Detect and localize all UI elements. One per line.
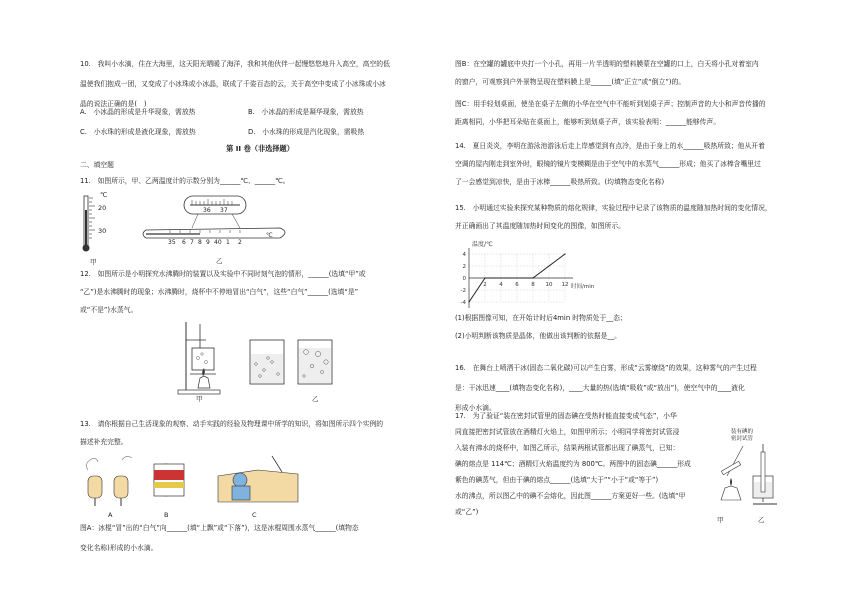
question-10 (80, 58, 440, 110)
chart-x-tick-label: 4 (499, 282, 503, 288)
q12-line: “乙”)是水沸腾时的现象；水沸腾时，烧杯中不停地冒出“白气”，这些“白气”______(选填“是” (80, 288, 359, 296)
chart-y-tick-label: -2 (460, 288, 466, 294)
q13-c-line: 图C：用手轻划桌面，使坐在桌子左侧的小华在空气中不能听到划桌子声；控制声音的大小和声音传播的 (455, 100, 766, 108)
chart-x-tick-label: 10 (545, 282, 553, 288)
q10-option-d: D. 小水珠的形成是汽化现象，需吸热 (248, 128, 365, 136)
q14-line: 14. 夏日炎炎，李明在游泳池游泳后走上岸感觉到有点冷，是由于身上的水______吸热所致；他从开着 (455, 142, 765, 150)
thermometer-yi-scale: 35 (168, 239, 176, 246)
chart-x-tick-label: 6 (515, 282, 519, 288)
thermometer-yi-unit: ℃ (266, 232, 273, 239)
thermometer-yi-scale: 9 (206, 239, 210, 246)
q15-temperature-chart (455, 238, 605, 314)
q13-c-text (455, 98, 780, 128)
q17-fig-caption-line: 装有碘的 (731, 429, 754, 435)
question-14 (455, 140, 780, 188)
chart-series-point (484, 277, 485, 278)
q17-line: 17. 为了验证“装在密封试管里的固态碘在受热时能直接变成气态”，小华 (455, 412, 677, 420)
section-title: 第 II 卷（非选择题） (226, 144, 294, 153)
thermometer-yi-scale: 40 (214, 239, 222, 246)
question-17 (455, 410, 710, 518)
chart-y-axis-label: 温度/℃ (472, 241, 493, 248)
thermometer-yi-scale: 1 (226, 239, 230, 246)
chart-series-point (564, 253, 565, 254)
chart-x-axis-label: 时间/min (571, 284, 595, 290)
thermometer-jia-tick: 30 (98, 227, 107, 235)
question-16 (455, 362, 780, 414)
q13-a-line: 图A：冰棍“冒”出的“白气”向______(填“上飘”或“下落”)，这是冰棍周围水蒸气______(填物态 (80, 524, 359, 532)
q14-line: 了一会感觉到凉快，是由于冰棒______吸热所致。(均填物态变化名称) (455, 178, 665, 186)
question-15 (455, 202, 780, 232)
q16-line: 16. 在舞台上喷洒干冰(固态二氧化碳)可以产生白雾，形成“云雾缭绕”的效果，这种雾气的产生过程 (455, 364, 757, 372)
thermometer-jia-figure (82, 190, 116, 254)
q17-line: 同直接把密封试管放在酒精灯火焰上，如图甲所示；小明同学将密封试管浸 (455, 428, 680, 436)
chart-x-tick-label: 12 (561, 282, 569, 288)
q15-sub-line: (2)小明判断该物质是晶体，他做出该判断的依据是__。 (455, 332, 621, 340)
thermometer-yi-zoom-tick: 37 (220, 207, 228, 214)
q17-line: 水的沸点，所以图乙中的碘不会熔化，因此图______方案更好一些。(选填“甲 (455, 492, 686, 500)
q14-line: 空调的屋内刚走到室外时，眼镜的镜片变模糊是由于空气中的水蒸气______形成；他买了冰棒含嘴里过 (455, 160, 761, 168)
q10-line: 晶的说法正确的是( ) (80, 100, 147, 108)
chart-y-tick-label: -4 (460, 300, 466, 306)
q13-b-line: 图B：在空罐的罐底中央打一个小孔，再用一片半透明的塑料膜蒙在空罐的口上，白天将小孔对着室内 (455, 60, 759, 68)
thermometer-yi-scale: 6 (182, 239, 186, 246)
q13-examples-figure (82, 450, 302, 508)
q12-line: 或“不是”)水蒸气。 (80, 306, 138, 314)
q13-b-line: 的窗户，可观察到户外景物呈现在塑料膜上是______(填“正立”或“倒立”)的。 (455, 78, 686, 86)
q17-line: 入装有沸水的烧杯中，如图乙所示，结果两根试管都出现了碘蒸气，已知： (455, 444, 680, 452)
q10-option-b: B. 小冰晶的形成是凝华现象，需放热 (248, 108, 364, 116)
thermometer-jia-tick: 20 (98, 204, 107, 212)
q17-fig-caption-line: 密封试管 (731, 436, 754, 442)
q17-line: 碘的熔点是 114℃；酒精灯火焰温度约为 800℃。两图中的固态碘______形成 (455, 460, 691, 468)
q15-sub-line: (1)根据图像可知，在开始计时后4min 时物质处于__态； (455, 314, 627, 322)
chart-x-tick-label: 8 (531, 282, 535, 288)
q16-line: 是：干冰迅速____(填物态变化名称)，____大量的热(选填“吸收”或“放出”)，使空气中的____液化 (455, 384, 745, 392)
q13-a-line: 变化名称)形成的小水滴。 (80, 544, 158, 552)
chart-y-tick-label: 2 (462, 264, 466, 270)
q10-line: 温使我们抱成一团，又变成了小冰珠或小冰晶，联成了千姿百态的云，关于高空中变成了小冰珠或小冰 (80, 80, 386, 88)
thermometer-yi-scale: 8 (198, 239, 202, 246)
thermometer-yi-zoom-tick: 36 (203, 207, 211, 214)
chart-y-tick-label: 4 (462, 252, 466, 258)
thermometer-jia-unit: ℃ (100, 191, 108, 199)
q13-fig-label-b: B (164, 511, 169, 519)
q13-fig-label-c: C (252, 511, 257, 519)
q12-line: 12. 如图所示是小明探究水沸腾时的装置以及实验中不同时刻气泡的情形，______(选填“甲”或 (80, 270, 366, 278)
q15-line: 并正确画出了其温度随加热时间变化的图像，如图所示。 (455, 222, 625, 230)
question-13 (80, 418, 440, 448)
q13-line: 描述补充完整。 (80, 438, 128, 446)
q12-fig-label-jia: 甲 (196, 395, 203, 403)
q17-fig-label-jia: 甲 (717, 516, 724, 524)
chart-series-point (532, 277, 533, 278)
q17-iodine-figure (713, 436, 779, 512)
q15-line: 15. 小明通过实验来探究某种物质的熔化规律，实验过程中记录了该物质的温度随加热时间的变化情况， (455, 204, 772, 212)
q10-line: 10. 我叫小水滴，住在大海里，这天阳光晒暖了海洋，我和其他伙伴一起慢悠悠地升入高空，高空的低 (80, 60, 390, 68)
q12-fig-label-yi: 乙 (312, 395, 319, 403)
thermometer-yi-scale: 2 (238, 239, 242, 246)
q17-line: 或“乙”) (455, 508, 479, 516)
q17-line: 紫色的碘蒸气，但由于碘的熔点______(选填“大于”“小于”或“等于”) (455, 476, 659, 484)
q10-option-c: C. 小水珠的形成是液化现象，需放热 (80, 128, 196, 136)
q10-option-a: A. 小冰晶的形成是升华现象，需放热 (80, 108, 196, 116)
question-12 (80, 268, 440, 316)
q13-line: 13. 请你根据自己生活现象的观察、动手实践的经验及物理课中所学的知识，将如图所示四个实例的 (80, 420, 384, 428)
boiling-experiment-figure (176, 318, 348, 400)
q16-line: 形成小水滴。 (455, 404, 496, 412)
q11-text: 11. 如图所示，甲、乙两温度计的示数分别为______℃、______℃。 (80, 177, 290, 185)
q13-c-line: 距离相同，小华把耳朵贴在桌面上，能够听到划桌子声，该实验表明：______能够传声。 (455, 118, 721, 126)
chart-x-tick-label: 2 (483, 282, 487, 288)
q13-a-text (80, 522, 440, 554)
q13-b-text (455, 58, 780, 88)
q15-subquestions (455, 312, 780, 342)
chart-series-point (468, 301, 469, 302)
thermometer-yi-label: 乙 (216, 257, 223, 265)
section-subtitle: 二、填空题 (80, 161, 114, 169)
thermometer-yi-scale: 7 (190, 239, 194, 246)
chart-y-tick-label: 0 (462, 276, 466, 282)
thermometer-jia-label: 甲 (90, 258, 97, 266)
q17-fig-caption (731, 429, 753, 443)
q13-fig-label-a: A (108, 511, 113, 519)
q17-fig-label-yi: 乙 (758, 516, 765, 524)
